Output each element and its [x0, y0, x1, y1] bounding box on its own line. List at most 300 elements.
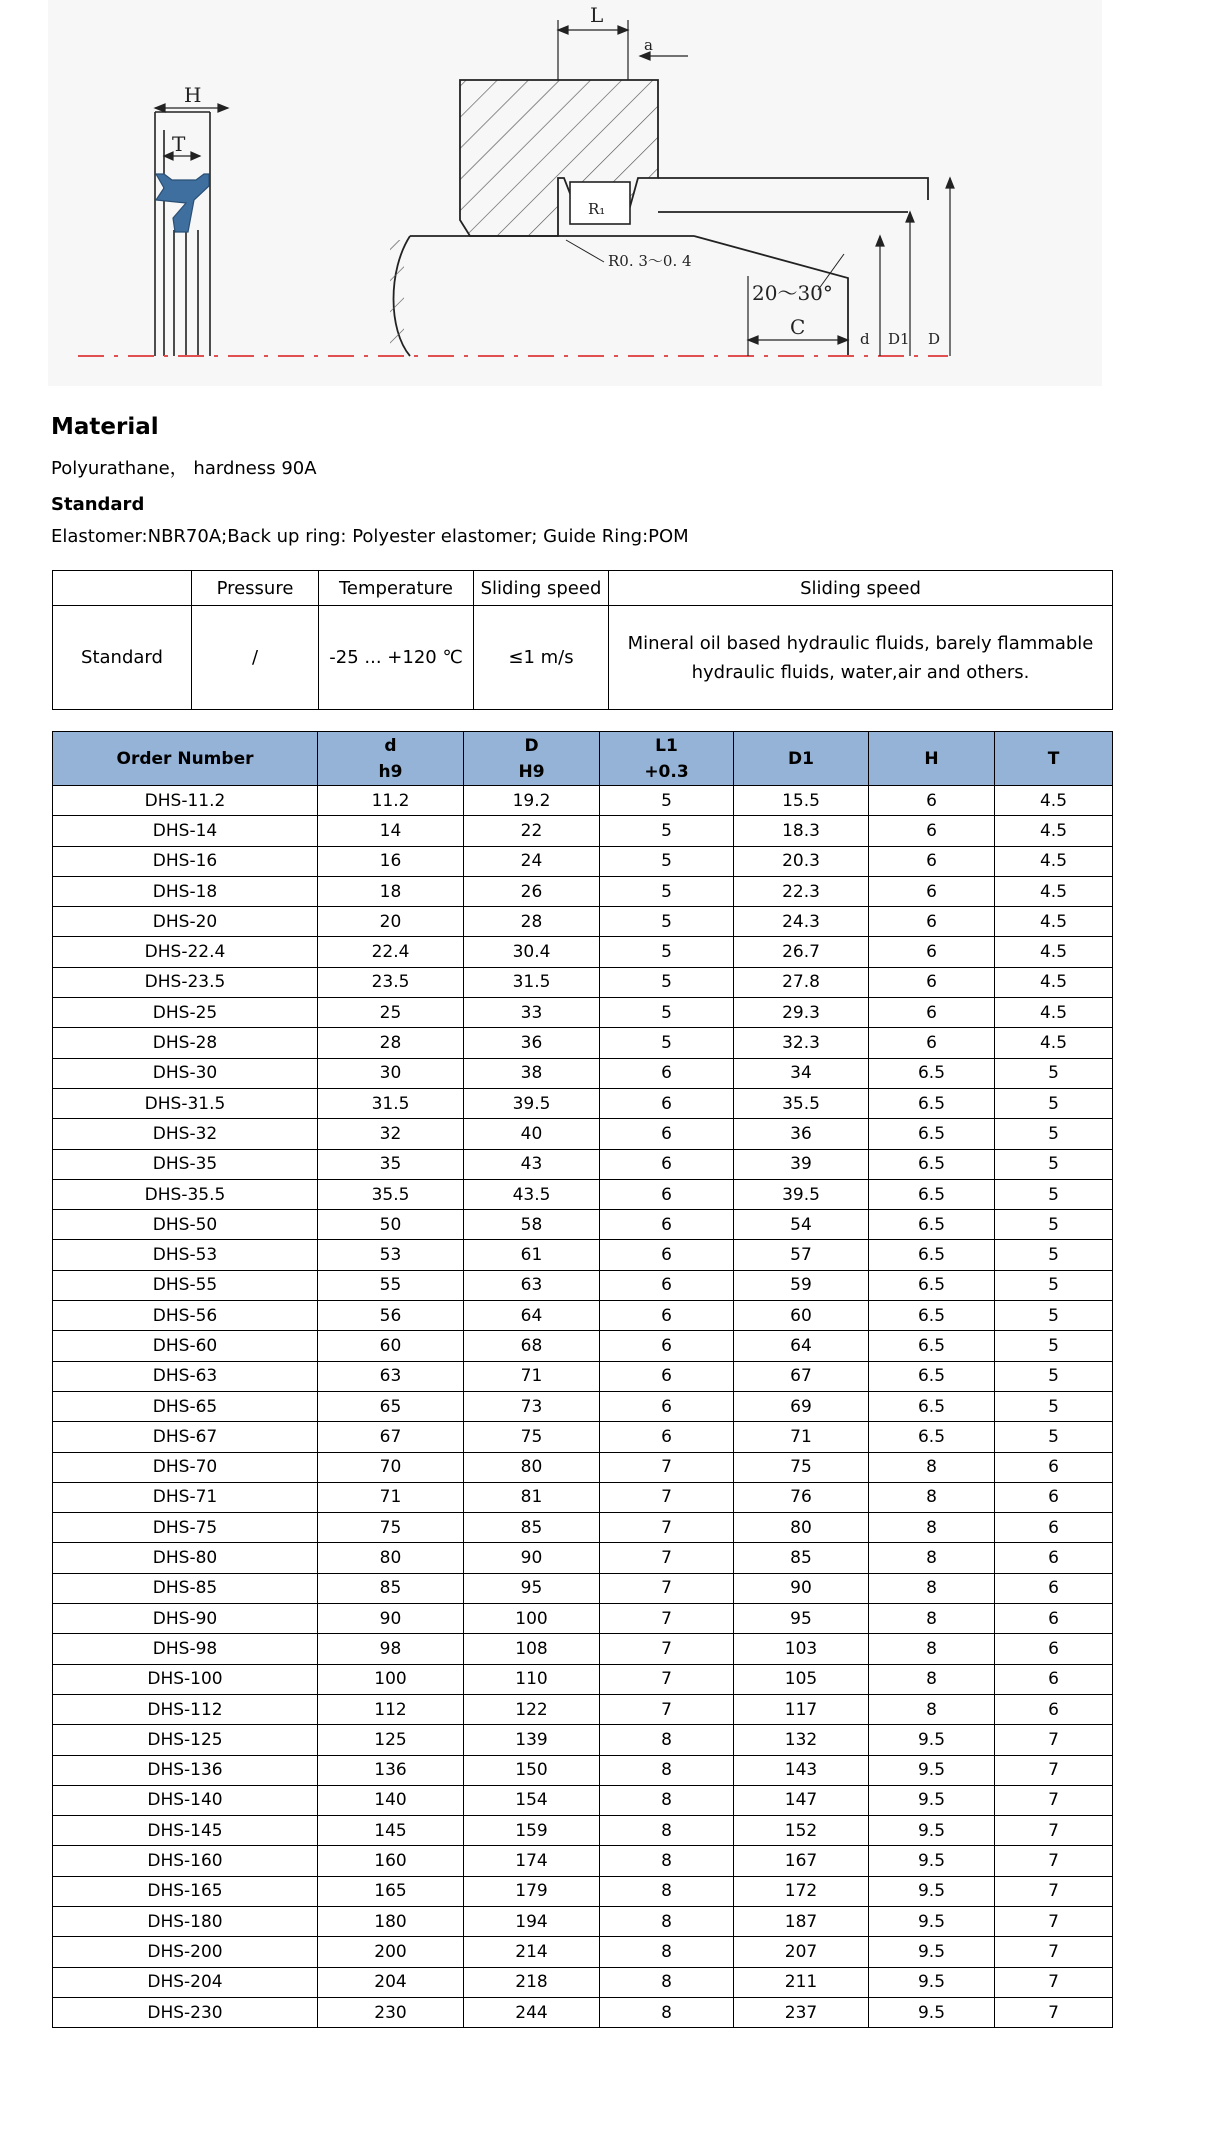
conditions-value-row — [53, 606, 1113, 710]
cell-d-h9: 30 — [318, 1058, 464, 1088]
cell-d-h9: 11.2 — [318, 786, 464, 816]
cell-order-number: DHS-67 — [53, 1422, 318, 1452]
cell-l1: 7 — [600, 1573, 734, 1603]
cell-h: 6 — [869, 937, 995, 967]
cell-order-number: DHS-32 — [53, 1119, 318, 1149]
cell-d-h9: 25 — [318, 998, 464, 1028]
cell-order-number: DHS-35.5 — [53, 1179, 318, 1209]
cell-t: 5 — [995, 1058, 1113, 1088]
cell-h: 6 — [869, 816, 995, 846]
cell-d-h9: 23.5 — [318, 967, 464, 997]
material-heading: Material — [51, 414, 159, 440]
cell-order-number: DHS-160 — [53, 1846, 318, 1876]
seal-technical-drawing — [48, 0, 1102, 386]
cell-d-outer-h9: 40 — [464, 1119, 600, 1149]
table-row — [53, 1210, 1113, 1240]
cell-d-outer-h9: 30.4 — [464, 937, 600, 967]
cell-d-h9: 145 — [318, 1816, 464, 1846]
conditions-header-sliding-speed: Sliding speed — [474, 571, 609, 606]
cell-h: 6 — [869, 907, 995, 937]
cell-d-outer-h9: 108 — [464, 1634, 600, 1664]
cell-d-outer-h9: 39.5 — [464, 1088, 600, 1118]
cell-order-number: DHS-28 — [53, 1028, 318, 1058]
cell-l1: 8 — [600, 1725, 734, 1755]
cell-d-h9: 65 — [318, 1391, 464, 1421]
cell-d-outer-h9: 64 — [464, 1301, 600, 1331]
cell-d1: 85 — [734, 1543, 869, 1573]
label-l: L — [590, 3, 604, 27]
cell-order-number: DHS-112 — [53, 1694, 318, 1724]
cell-d-outer-h9: 31.5 — [464, 967, 600, 997]
cell-d-h9: 165 — [318, 1876, 464, 1906]
cell-d-outer-h9: 90 — [464, 1543, 600, 1573]
cell-d1: 39 — [734, 1149, 869, 1179]
cell-t: 5 — [995, 1149, 1113, 1179]
cell-d-h9: 204 — [318, 1967, 464, 1997]
conditions-type: Standard — [53, 606, 192, 710]
cell-d-outer-h9: 174 — [464, 1846, 600, 1876]
cell-t: 5 — [995, 1422, 1113, 1452]
cell-d-outer-h9: 68 — [464, 1331, 600, 1361]
cell-d1: 57 — [734, 1240, 869, 1270]
cell-d-h9: 85 — [318, 1573, 464, 1603]
cell-d-outer-h9: 154 — [464, 1785, 600, 1815]
cell-d-outer-h9: 61 — [464, 1240, 600, 1270]
cell-d-h9: 18 — [318, 876, 464, 906]
conditions-media: Mineral oil based hydraulic fluids, barely flammable hydraulic fluids, water,air and others. — [609, 606, 1113, 710]
cell-d-h9: 22.4 — [318, 937, 464, 967]
cell-t: 5 — [995, 1391, 1113, 1421]
cell-order-number: DHS-55 — [53, 1270, 318, 1300]
header-d1 — [734, 732, 869, 786]
header-line: L1 — [655, 735, 678, 756]
cell-d-outer-h9: 150 — [464, 1755, 600, 1785]
table-row — [53, 1301, 1113, 1331]
operating-conditions-table — [52, 570, 1113, 710]
cell-t: 7 — [995, 1755, 1113, 1785]
cell-t: 5 — [995, 1331, 1113, 1361]
cell-t: 6 — [995, 1664, 1113, 1694]
header-line: D1 — [788, 748, 814, 769]
cell-order-number: DHS-30 — [53, 1058, 318, 1088]
header-line: d — [384, 735, 397, 756]
cell-h: 6.5 — [869, 1301, 995, 1331]
cell-h: 6 — [869, 786, 995, 816]
cell-d-h9: 35 — [318, 1149, 464, 1179]
cell-d-outer-h9: 19.2 — [464, 786, 600, 816]
table-row — [53, 1997, 1113, 2027]
table-row — [53, 1270, 1113, 1300]
cell-d-outer-h9: 36 — [464, 1028, 600, 1058]
cell-t: 6 — [995, 1604, 1113, 1634]
cell-t: 6 — [995, 1573, 1113, 1603]
cell-l1: 5 — [600, 967, 734, 997]
cell-l1: 7 — [600, 1694, 734, 1724]
rod-end-hatch — [390, 240, 404, 352]
cell-h: 9.5 — [869, 1755, 995, 1785]
cell-d-h9: 20 — [318, 907, 464, 937]
cell-order-number: DHS-25 — [53, 998, 318, 1028]
cell-d1: 237 — [734, 1997, 869, 2027]
cell-d-h9: 56 — [318, 1301, 464, 1331]
cell-order-number: DHS-50 — [53, 1210, 318, 1240]
header-line: T — [1047, 748, 1060, 769]
cell-l1: 6 — [600, 1361, 734, 1391]
cell-order-number: DHS-53 — [53, 1240, 318, 1270]
cell-h: 9.5 — [869, 1816, 995, 1846]
cell-h: 6.5 — [869, 1391, 995, 1421]
header-line: +0.3 — [644, 761, 689, 782]
cell-d-outer-h9: 218 — [464, 1967, 600, 1997]
cell-order-number: DHS-230 — [53, 1997, 318, 2027]
cell-order-number: DHS-14 — [53, 816, 318, 846]
dimensions-header-row — [53, 732, 1113, 786]
cell-l1: 6 — [600, 1149, 734, 1179]
cell-l1: 5 — [600, 998, 734, 1028]
cell-l1: 7 — [600, 1634, 734, 1664]
table-row — [53, 1452, 1113, 1482]
drawing-svg — [48, 0, 1102, 386]
cell-d1: 105 — [734, 1664, 869, 1694]
cell-d1: 54 — [734, 1210, 869, 1240]
dimension-l-arrow — [558, 20, 688, 80]
cell-t: 4.5 — [995, 967, 1113, 997]
table-row — [53, 1240, 1113, 1270]
cell-h: 6.5 — [869, 1179, 995, 1209]
cell-d1: 95 — [734, 1604, 869, 1634]
cell-d1: 143 — [734, 1755, 869, 1785]
dimensions-table-body — [53, 786, 1113, 2028]
cell-d-outer-h9: 63 — [464, 1270, 600, 1300]
cell-d-outer-h9: 38 — [464, 1058, 600, 1088]
cell-d1: 152 — [734, 1816, 869, 1846]
cell-d-h9: 63 — [318, 1361, 464, 1391]
cell-l1: 8 — [600, 1816, 734, 1846]
cell-h: 8 — [869, 1664, 995, 1694]
cell-t: 7 — [995, 1997, 1113, 2027]
cell-d-h9: 60 — [318, 1331, 464, 1361]
cell-d-outer-h9: 80 — [464, 1452, 600, 1482]
cell-h: 9.5 — [869, 1906, 995, 1936]
cell-h: 9.5 — [869, 1876, 995, 1906]
cell-t: 5 — [995, 1088, 1113, 1118]
cell-h: 8 — [869, 1482, 995, 1512]
table-row — [53, 1846, 1113, 1876]
cell-h: 6.5 — [869, 1270, 995, 1300]
cell-t: 7 — [995, 1937, 1113, 1967]
cell-l1: 5 — [600, 876, 734, 906]
cell-d-outer-h9: 194 — [464, 1906, 600, 1936]
cell-l1: 7 — [600, 1543, 734, 1573]
cell-d1: 39.5 — [734, 1179, 869, 1209]
cell-h: 8 — [869, 1604, 995, 1634]
cell-order-number: DHS-100 — [53, 1664, 318, 1694]
cell-order-number: DHS-60 — [53, 1331, 318, 1361]
cell-t: 4.5 — [995, 876, 1113, 906]
cell-d1: 67 — [734, 1361, 869, 1391]
cell-order-number: DHS-11.2 — [53, 786, 318, 816]
cell-d1: 132 — [734, 1725, 869, 1755]
table-row — [53, 1361, 1113, 1391]
cell-d-h9: 200 — [318, 1937, 464, 1967]
cell-d-h9: 75 — [318, 1513, 464, 1543]
cell-t: 4.5 — [995, 846, 1113, 876]
cell-d1: 22.3 — [734, 876, 869, 906]
cell-t: 4.5 — [995, 937, 1113, 967]
cell-d1: 90 — [734, 1573, 869, 1603]
cell-d-h9: 14 — [318, 816, 464, 846]
table-row — [53, 1694, 1113, 1724]
cell-d1: 117 — [734, 1694, 869, 1724]
cell-h: 6.5 — [869, 1058, 995, 1088]
cell-l1: 8 — [600, 1785, 734, 1815]
cell-t: 7 — [995, 1967, 1113, 1997]
cell-d1: 24.3 — [734, 907, 869, 937]
cell-d-h9: 80 — [318, 1543, 464, 1573]
cell-order-number: DHS-165 — [53, 1876, 318, 1906]
label-r1: R₁ — [588, 200, 606, 218]
cell-h: 6.5 — [869, 1240, 995, 1270]
cell-h: 8 — [869, 1452, 995, 1482]
cell-l1: 5 — [600, 846, 734, 876]
cell-t: 7 — [995, 1725, 1113, 1755]
cell-d1: 27.8 — [734, 967, 869, 997]
cell-h: 9.5 — [869, 1997, 995, 2027]
cell-d1: 211 — [734, 1967, 869, 1997]
table-row — [53, 1119, 1113, 1149]
conditions-header-blank — [53, 571, 192, 606]
cell-h: 6 — [869, 876, 995, 906]
cell-d-h9: 98 — [318, 1634, 464, 1664]
cell-d-outer-h9: 100 — [464, 1604, 600, 1634]
cell-d1: 20.3 — [734, 846, 869, 876]
cell-d-h9: 16 — [318, 846, 464, 876]
table-row — [53, 1149, 1113, 1179]
cell-t: 5 — [995, 1301, 1113, 1331]
cell-d-h9: 71 — [318, 1482, 464, 1512]
cell-d-h9: 50 — [318, 1210, 464, 1240]
cell-d1: 59 — [734, 1270, 869, 1300]
cell-d1: 32.3 — [734, 1028, 869, 1058]
cell-d1: 26.7 — [734, 937, 869, 967]
cell-h: 9.5 — [869, 1967, 995, 1997]
cell-l1: 7 — [600, 1664, 734, 1694]
label-r-radius: R0. 3～0. 4 — [608, 252, 692, 270]
cell-d-h9: 28 — [318, 1028, 464, 1058]
table-row — [53, 1755, 1113, 1785]
cell-order-number: DHS-20 — [53, 907, 318, 937]
header-t — [995, 732, 1113, 786]
table-row — [53, 1543, 1113, 1573]
cell-h: 6.5 — [869, 1088, 995, 1118]
cell-t: 5 — [995, 1179, 1113, 1209]
cell-l1: 5 — [600, 816, 734, 846]
cell-d1: 18.3 — [734, 816, 869, 846]
table-row — [53, 1604, 1113, 1634]
cell-d-outer-h9: 122 — [464, 1694, 600, 1724]
conditions-temperature: -25 ... +120 ℃ — [319, 606, 474, 710]
cell-l1: 6 — [600, 1210, 734, 1240]
header-l1 — [600, 732, 734, 786]
cell-d1: 167 — [734, 1846, 869, 1876]
radius-leader — [566, 240, 604, 262]
cell-d-outer-h9: 22 — [464, 816, 600, 846]
cell-order-number: DHS-22.4 — [53, 937, 318, 967]
cell-order-number: DHS-200 — [53, 1937, 318, 1967]
cell-l1: 8 — [600, 1997, 734, 2027]
cell-l1: 7 — [600, 1513, 734, 1543]
cell-d-h9: 53 — [318, 1240, 464, 1270]
cell-h: 9.5 — [869, 1725, 995, 1755]
table-row — [53, 937, 1113, 967]
cell-d1: 75 — [734, 1452, 869, 1482]
cell-d-h9: 136 — [318, 1755, 464, 1785]
cell-order-number: DHS-31.5 — [53, 1088, 318, 1118]
cell-d-h9: 55 — [318, 1270, 464, 1300]
cell-l1: 6 — [600, 1391, 734, 1421]
table-row — [53, 1028, 1113, 1058]
cell-l1: 8 — [600, 1876, 734, 1906]
cell-t: 6 — [995, 1694, 1113, 1724]
table-row — [53, 1937, 1113, 1967]
cell-h: 6 — [869, 967, 995, 997]
cell-d1: 187 — [734, 1906, 869, 1936]
table-row — [53, 1391, 1113, 1421]
table-row — [53, 1179, 1113, 1209]
cell-t: 6 — [995, 1634, 1113, 1664]
cell-h: 8 — [869, 1513, 995, 1543]
cell-order-number: DHS-85 — [53, 1573, 318, 1603]
cell-d-outer-h9: 43 — [464, 1149, 600, 1179]
label-a: a — [644, 36, 653, 54]
cell-l1: 6 — [600, 1301, 734, 1331]
cell-d1: 80 — [734, 1513, 869, 1543]
cell-order-number: DHS-180 — [53, 1906, 318, 1936]
cell-d-outer-h9: 75 — [464, 1422, 600, 1452]
conditions-header-pressure: Pressure — [192, 571, 319, 606]
table-row — [53, 1331, 1113, 1361]
cell-d-outer-h9: 73 — [464, 1391, 600, 1421]
cell-l1: 8 — [600, 1755, 734, 1785]
cell-d-outer-h9: 81 — [464, 1482, 600, 1512]
cell-d-h9: 31.5 — [318, 1088, 464, 1118]
cell-l1: 8 — [600, 1937, 734, 1967]
cell-l1: 5 — [600, 786, 734, 816]
label-angle: 20～30° — [752, 281, 833, 305]
header-d-h9 — [318, 732, 464, 786]
material-description: Polyurathane， hardness 90A — [51, 458, 317, 479]
table-row — [53, 1664, 1113, 1694]
cell-order-number: DHS-75 — [53, 1513, 318, 1543]
conditions-header-row — [53, 571, 1113, 606]
cell-t: 5 — [995, 1270, 1113, 1300]
cell-h: 6.5 — [869, 1119, 995, 1149]
table-row — [53, 1816, 1113, 1846]
table-row — [53, 1634, 1113, 1664]
cell-order-number: DHS-63 — [53, 1361, 318, 1391]
cell-order-number: DHS-70 — [53, 1452, 318, 1482]
cell-l1: 7 — [600, 1452, 734, 1482]
cell-order-number: DHS-23.5 — [53, 967, 318, 997]
cell-d-h9: 32 — [318, 1119, 464, 1149]
cell-d1: 35.5 — [734, 1088, 869, 1118]
cell-l1: 8 — [600, 1906, 734, 1936]
cell-d1: 29.3 — [734, 998, 869, 1028]
header-line: Order Number — [116, 748, 254, 769]
label-h: H — [184, 83, 202, 107]
label-c: C — [790, 315, 806, 339]
cell-order-number: DHS-204 — [53, 1967, 318, 1997]
cell-order-number: DHS-98 — [53, 1634, 318, 1664]
cell-t: 5 — [995, 1240, 1113, 1270]
cell-l1: 6 — [600, 1422, 734, 1452]
conditions-sliding-speed: ≤1 m/s — [474, 606, 609, 710]
cell-d-h9: 140 — [318, 1785, 464, 1815]
cell-h: 6 — [869, 998, 995, 1028]
table-row — [53, 1422, 1113, 1452]
header-line: H — [924, 748, 939, 769]
cell-h: 6.5 — [869, 1149, 995, 1179]
cell-d-h9: 160 — [318, 1846, 464, 1876]
table-row — [53, 1906, 1113, 1936]
cell-d-outer-h9: 26 — [464, 876, 600, 906]
cell-h: 9.5 — [869, 1785, 995, 1815]
cell-d1: 71 — [734, 1422, 869, 1452]
cell-h: 9.5 — [869, 1937, 995, 1967]
cell-d-outer-h9: 244 — [464, 1997, 600, 2027]
table-row — [53, 907, 1113, 937]
label-d-outer: D — [928, 330, 941, 348]
cell-d-outer-h9: 95 — [464, 1573, 600, 1603]
cell-d-outer-h9: 110 — [464, 1664, 600, 1694]
header-line: h9 — [378, 761, 403, 782]
conditions-header-temperature: Temperature — [319, 571, 474, 606]
cell-order-number: DHS-56 — [53, 1301, 318, 1331]
cell-d-h9: 100 — [318, 1664, 464, 1694]
cell-d1: 64 — [734, 1331, 869, 1361]
cell-d1: 60 — [734, 1301, 869, 1331]
cell-t: 6 — [995, 1452, 1113, 1482]
cell-t: 6 — [995, 1482, 1113, 1512]
cell-h: 9.5 — [869, 1846, 995, 1876]
cell-l1: 7 — [600, 1604, 734, 1634]
cell-d1: 103 — [734, 1634, 869, 1664]
cell-order-number: DHS-71 — [53, 1482, 318, 1512]
cell-l1: 6 — [600, 1088, 734, 1118]
cell-t: 6 — [995, 1513, 1113, 1543]
table-row — [53, 1785, 1113, 1815]
table-row — [53, 998, 1113, 1028]
cell-d1: 172 — [734, 1876, 869, 1906]
cell-d1: 69 — [734, 1391, 869, 1421]
cell-d-outer-h9: 28 — [464, 907, 600, 937]
cell-d1: 34 — [734, 1058, 869, 1088]
cell-order-number: DHS-80 — [53, 1543, 318, 1573]
header-order-number — [53, 732, 318, 786]
cell-order-number: DHS-90 — [53, 1604, 318, 1634]
cell-d-outer-h9: 58 — [464, 1210, 600, 1240]
cell-t: 7 — [995, 1785, 1113, 1815]
cell-h: 6.5 — [869, 1422, 995, 1452]
table-row — [53, 1058, 1113, 1088]
cell-d1: 76 — [734, 1482, 869, 1512]
table-row — [53, 1725, 1113, 1755]
cell-t: 4.5 — [995, 998, 1113, 1028]
cell-l1: 5 — [600, 937, 734, 967]
cell-h: 8 — [869, 1634, 995, 1664]
table-row — [53, 846, 1113, 876]
header-line: H9 — [518, 761, 545, 782]
